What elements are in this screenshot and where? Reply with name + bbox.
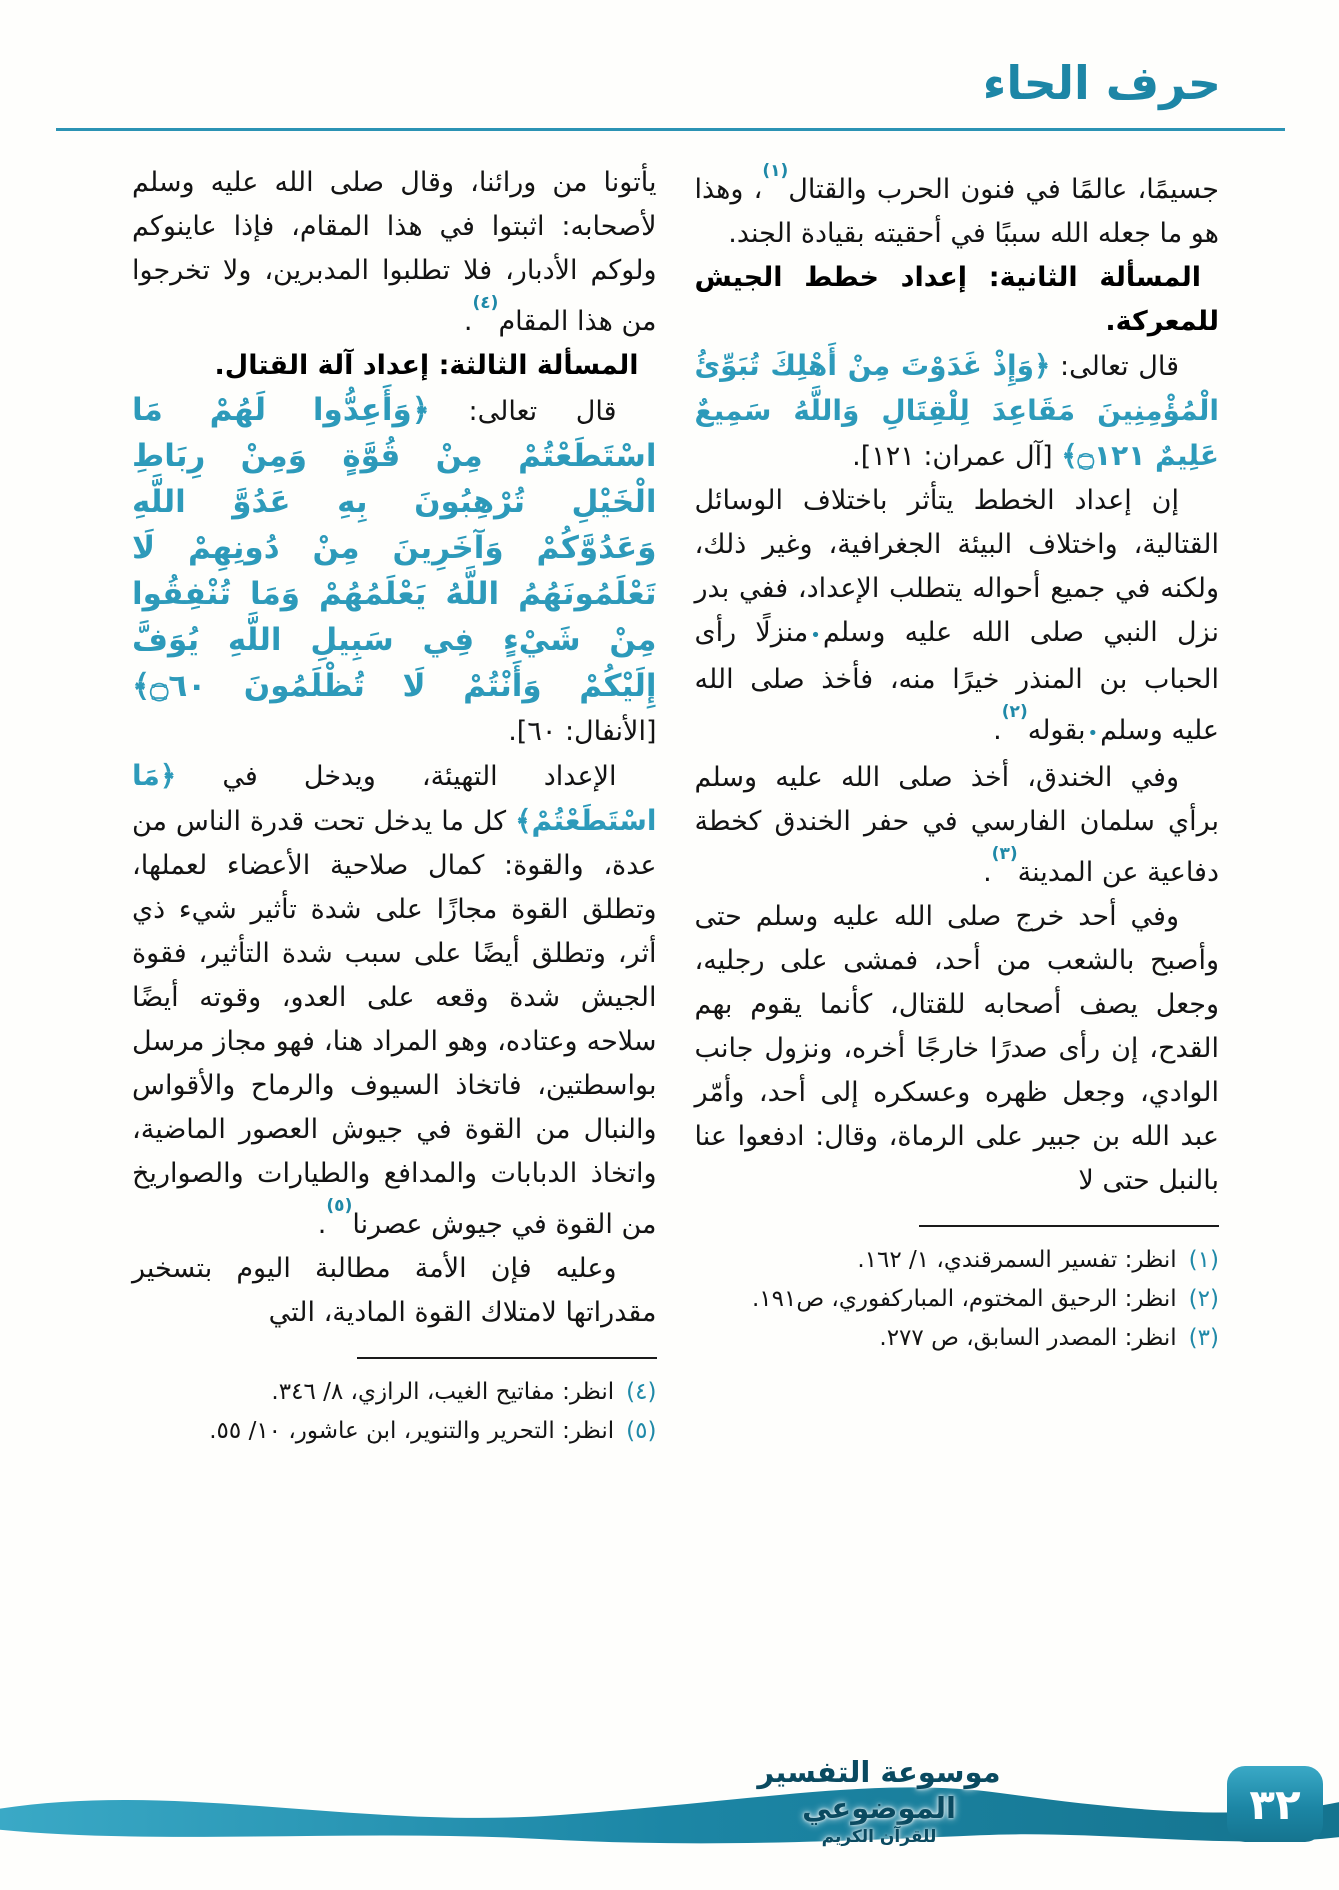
body-text: وفي الخندق، أخذ صلى الله عليه وسلم برأي سلمان الفارسي في حفر الخندق كخطة دفاعية عن المدينة bbox=[694, 762, 1219, 888]
body-text: بقوله bbox=[1027, 715, 1086, 746]
publisher-logo bbox=[749, 1754, 1009, 1848]
footnote bbox=[132, 1412, 657, 1451]
body-text: الإعداد التهيئة، ويدخل في bbox=[176, 761, 617, 792]
footnotes-right bbox=[695, 1225, 1220, 1358]
publisher-logo-title: موسوعة التفسير الموضوعي bbox=[757, 1755, 1001, 1825]
footer-ribbon bbox=[0, 1758, 1339, 1850]
ornament-dot-icon: • bbox=[810, 625, 821, 646]
footnote-marker: (٥) bbox=[326, 1196, 353, 1216]
paragraph bbox=[695, 161, 1220, 256]
body-text: إن إعداد الخطط يتأثر باختلاف الوسائل القتالية، واختلاف البيئة الجغرافية، وغير ذلك، ولكنه في جميع أحواله يتطلب الإعداد، ففي بدر نزل النبي صلى الله عليه وسلم bbox=[694, 485, 1219, 648]
verse-paragraph bbox=[132, 388, 657, 754]
verse-reference: [آل عمران: ١٢١]. bbox=[852, 441, 1062, 472]
verse-intro: قال تعالى: bbox=[1050, 351, 1179, 382]
paragraph bbox=[132, 161, 657, 344]
body-text: . bbox=[993, 715, 1002, 746]
footnote bbox=[132, 1373, 657, 1412]
publisher-logo-subtitle: للقرآن الكريم bbox=[821, 1827, 937, 1847]
chapter-title: حرف الحاء bbox=[982, 56, 1221, 110]
body-text: جسيمًا، عالمًا في فنون الحرب والقتال bbox=[788, 174, 1219, 205]
quran-verse: ﴿وَإِذْ غَدَوْتَ مِنْ أَهْلِكَ تُبَوِّئُ الْمُؤْمِنِينَ مَقَاعِدَ لِلْقِتَالِ وَاللَّهُ سَمِيعٌ عَلِيمٌ ۝١٢١﴾ bbox=[694, 349, 1219, 472]
column-left bbox=[132, 161, 657, 1451]
footnote-number: (٥) bbox=[626, 1418, 657, 1444]
page-header bbox=[0, 0, 1339, 131]
quran-quote-inline: ﴿مَا اسْتَطَعْتُمْ﴾ bbox=[132, 759, 657, 837]
body-text: . bbox=[317, 1209, 327, 1240]
body-text: منزلًا رأى الحباب بن المنذر خيرًا منه، فأخذ صلى الله عليه وسلم bbox=[694, 617, 1219, 746]
paragraph: وعليه فإن الأمة مطالبة اليوم بتسخير مقدراتها لامتلاك القوة المادية، التي bbox=[132, 1253, 657, 1328]
verse-intro: قال تعالى: bbox=[429, 396, 617, 427]
footnote-marker: (١) bbox=[762, 161, 789, 181]
footnote-marker: (٤) bbox=[472, 293, 499, 313]
column-right bbox=[695, 161, 1220, 1451]
footnote bbox=[695, 1241, 1220, 1280]
body-text: كل ما يدخل تحت قدرة الناس من عدة، والقوة: كمال صلاحية الأعضاء لعملها، وتطلق القوة مجازًا على شدة تأثير شيء ذي أثر، وتطلق أيضًا على سبب شدة التأثير، فقوة الجيش شدة وقعه على العدو، وقوته أيضًا سلاحه وعتاده، وهو المراد هنا، فهو مجاز مرسل بواسطتين، فاتخاذ السيوف والرماح والأقواس والنبال من القوة في جيوش العصور الماضية، واتخاذ الدبابات والمدافع والطيارات والصواريخ من القوة في جيوش عصرنا bbox=[132, 806, 657, 1240]
section-heading: المسألة الثانية: إعداد خطط الجيش للمعركة. bbox=[694, 262, 1219, 337]
ornament-dot-icon: • bbox=[1087, 723, 1099, 744]
footnote-marker: (٣) bbox=[991, 844, 1018, 864]
body-text: يأتونا من ورائنا، وقال صلى الله عليه وسلم لأصحابه: اثبتوا في هذا المقام، فإذا عاينوكم ولوكم الأدبار، فلا تطلبوا المدبرين، ولا تخرجوا من هذا المقام bbox=[132, 167, 657, 337]
footnote-text: انظر: المصدر السابق، ص ٢٧٧. bbox=[879, 1325, 1177, 1351]
footnote-separator bbox=[357, 1357, 657, 1359]
body-text: . bbox=[983, 857, 992, 888]
footnote bbox=[695, 1280, 1220, 1319]
footnote-number: (٤) bbox=[626, 1379, 657, 1405]
footnote-text: انظر: التحرير والتنوير، ابن عاشور، ١٠/ ٥٥. bbox=[209, 1418, 615, 1444]
footnotes-left bbox=[132, 1357, 657, 1451]
body-text: ، وهذا هو ما جعله الله سببًا في أحقيته بقيادة الجند. bbox=[694, 174, 1219, 249]
footnote-text: انظر: الرحيق المختوم، المباركفوري، ص١٩١. bbox=[751, 1286, 1177, 1312]
paragraph bbox=[695, 479, 1220, 756]
footnote-text: انظر: تفسير السمرقندي، ١/ ١٦٢. bbox=[857, 1247, 1177, 1273]
paragraph: وفي أحد خرج صلى الله عليه وسلم حتى وأصبح بالشعب من أحد، فمشى على رجليه، وجعل يصف أصحابه للقتال، كأنما يقوم بهم القدح، إن رأى صدرًا خارجًا أخره، ونزول جانب الوادي، وجعل ظهره وعسكره إلى أحد، وأمّر عبد الله بن جبير على الرماة، وقال: ادفعوا عنا بالنبل حتى لا bbox=[694, 901, 1219, 1196]
section-heading: المسألة الثالثة: إعداد آلة القتال. bbox=[214, 350, 639, 381]
footnote-number: (٣) bbox=[1188, 1325, 1219, 1351]
body-text: . bbox=[463, 306, 473, 337]
paragraph bbox=[695, 756, 1220, 895]
page-footer bbox=[0, 1730, 1339, 1890]
paragraph bbox=[132, 754, 657, 1247]
page-content bbox=[0, 131, 1339, 1451]
verse-reference: [الأنفال: ٦٠]. bbox=[508, 716, 657, 747]
page-number-badge: ٣٢ bbox=[1227, 1766, 1323, 1842]
footnote-marker: (٢) bbox=[1001, 702, 1028, 722]
quran-verse: ﴿وَأَعِدُّوا لَهُمْ مَا اسْتَطَعْتُمْ مِنْ قُوَّةٍ وَمِنْ رِبَاطِ الْخَيْلِ تُرْهِبُونَ بِهِ عَدُوَّ اللَّهِ وَعَدُوَّكُمْ وَآخَرِينَ مِنْ دُونِهِمْ لَا تَعْلَمُونَهُمُ اللَّهُ يَعْلَمُهُمْ وَمَا تُنْفِقُوا مِنْ شَيْءٍ فِي سَبِيلِ اللَّهِ يُوَفَّ إِلَيْكُمْ وَأَنْتُمْ لَا تُظْلَمُونَ ۝٦٠﴾ bbox=[132, 392, 657, 704]
footnote bbox=[695, 1319, 1220, 1358]
footnote-number: (١) bbox=[1188, 1247, 1219, 1273]
verse-paragraph bbox=[695, 344, 1220, 479]
footnote-number: (٢) bbox=[1188, 1286, 1219, 1312]
footnote-separator bbox=[919, 1225, 1219, 1227]
footnote-text: انظر: مفاتيح الغيب، الرازي، ٨/ ٣٤٦. bbox=[271, 1379, 615, 1405]
